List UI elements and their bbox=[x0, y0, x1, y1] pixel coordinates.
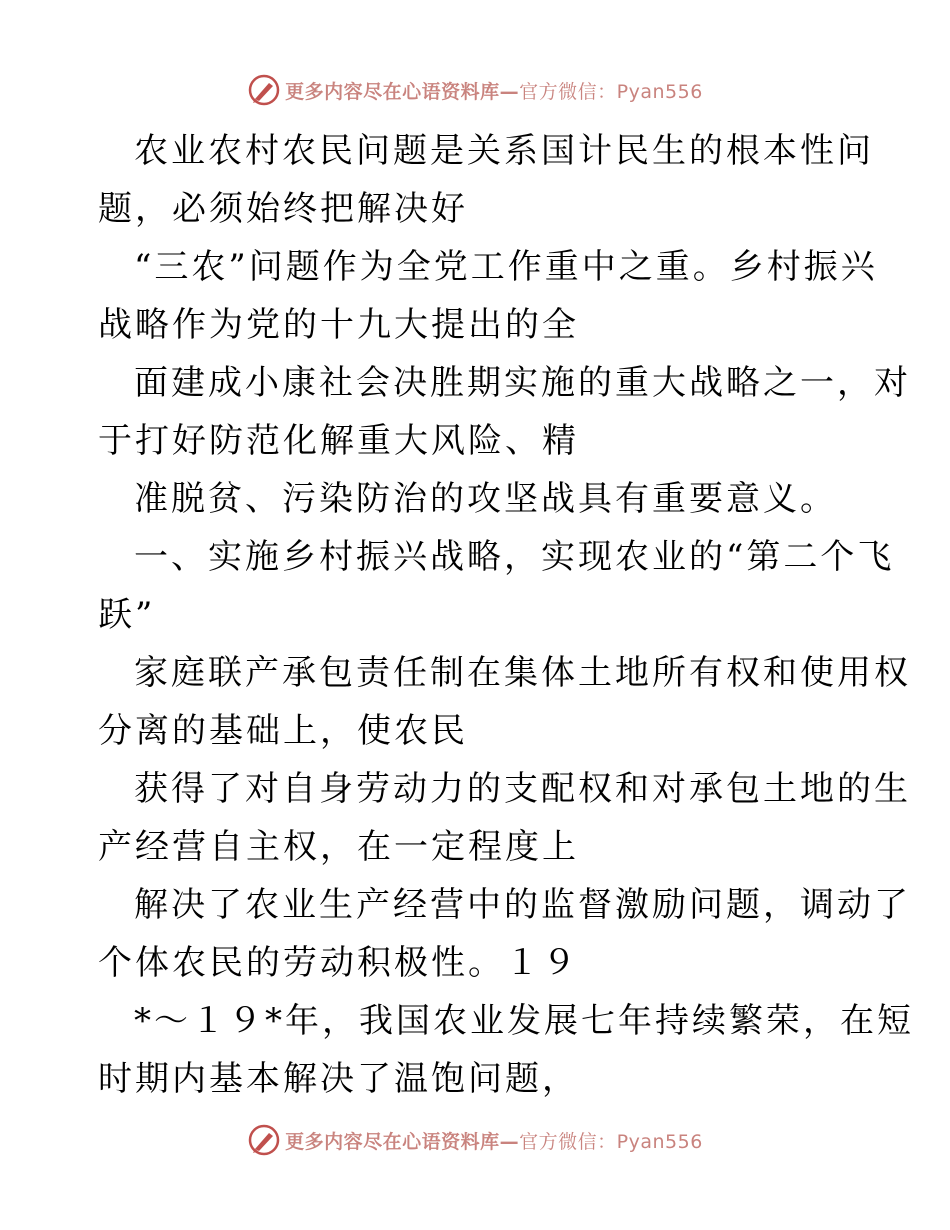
banner-separator: — bbox=[499, 1130, 520, 1153]
footer-banner bbox=[0, 1120, 950, 1160]
paragraph-line: 于打好防范化解重大风险、精 bbox=[98, 421, 579, 461]
pen-logo-icon bbox=[247, 73, 281, 107]
section-heading-line: 跃” bbox=[98, 595, 156, 635]
section-heading-line: 一、实施乡村振兴战略，实现农业的“第二个飞 bbox=[134, 537, 895, 577]
document-body bbox=[98, 122, 914, 1108]
paragraph-line: 面建成小康社会决胜期实施的重大战略之一，对 bbox=[134, 363, 911, 403]
banner-wechat-text: 官方微信：Pyan556 bbox=[519, 80, 703, 103]
pen-logo-icon bbox=[247, 1123, 281, 1157]
paragraph-line: 产经营自主权，在一定程度上 bbox=[98, 827, 579, 867]
paragraph-line: 时期内基本解决了温饱问题， bbox=[98, 1059, 579, 1099]
paragraph-line: 解决了农业生产经营中的监督激励问题，调动了 bbox=[134, 885, 911, 925]
banner-site-text: 更多内容尽在心语资料库 bbox=[285, 80, 500, 103]
banner-site-text: 更多内容尽在心语资料库 bbox=[285, 1130, 500, 1153]
banner-separator: — bbox=[499, 80, 520, 103]
paragraph-line: 农业农村农民问题是关系国计民生的根本性问 bbox=[134, 131, 874, 171]
paragraph-line: 战略作为党的十九大提出的全 bbox=[98, 305, 579, 345]
banner-text bbox=[285, 77, 703, 104]
paragraph-line: 准脱贫、污染防治的攻坚战具有重要意义。 bbox=[134, 479, 837, 519]
banner-wechat-text: 官方微信：Pyan556 bbox=[519, 1130, 703, 1153]
header-banner bbox=[0, 70, 950, 110]
paragraph-line: *～１９*年，我国农业发展七年持续繁荣，在短 bbox=[134, 1001, 914, 1041]
paragraph-line: 家庭联产承包责任制在集体土地所有权和使用权 bbox=[134, 653, 911, 693]
paragraph-line: “三农”问题作为全党工作重中之重。乡村振兴 bbox=[134, 247, 878, 287]
paragraph-line: 个体农民的劳动积极性。１９ bbox=[98, 943, 579, 983]
paragraph-line: 获得了对自身劳动力的支配权和对承包土地的生 bbox=[134, 769, 911, 809]
paragraph-line: 题，必须始终把解决好 bbox=[98, 189, 468, 229]
paragraph-line: 分离的基础上，使农民 bbox=[98, 711, 468, 751]
banner-text bbox=[285, 1127, 703, 1154]
